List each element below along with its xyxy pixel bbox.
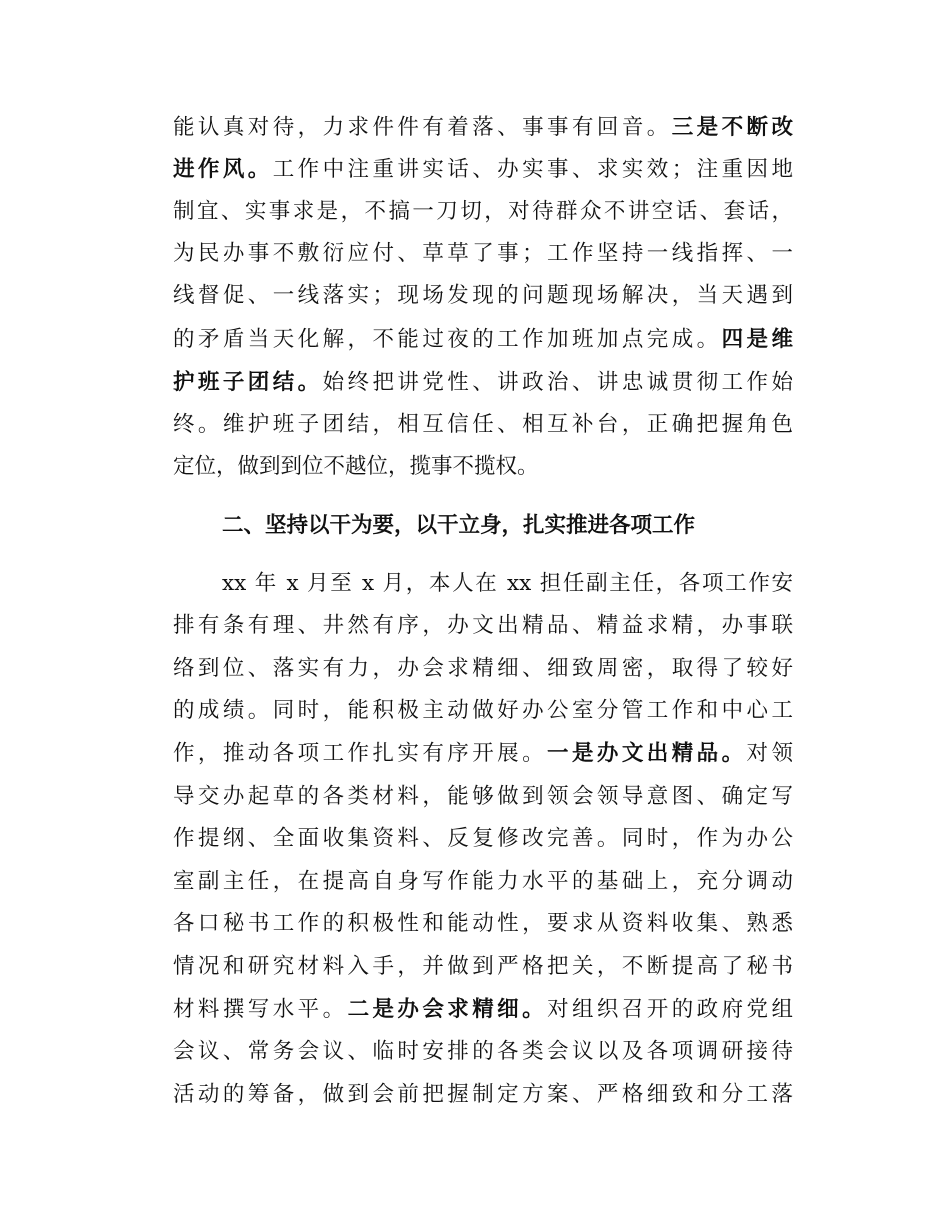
text-line: 终。维护班子团结，相互信任、相互补台，正确把握角色 (173, 412, 793, 437)
text-line: 络到位、落实有力，办会求精细、细致周密，取得了较好 (173, 656, 793, 681)
text-line: 材料撰写水平。二是办会求精细。对组织召开的政府党组 (173, 997, 793, 1022)
bold-phrase: 一是办文出精品。 (547, 741, 747, 766)
text-line: 活动的筹备，做到会前把握制定方案、严格细致和分工落 (173, 1082, 793, 1107)
text-line: 的成绩。同时，能积极主动做好办公室分管工作和中心工 (173, 698, 793, 723)
text-line: 室副主任，在提高自身写作能力水平的基础上，充分调动 (173, 869, 793, 894)
text-line: 排有条有理、井然有序，办文出精品、精益求精，办事联 (173, 613, 793, 638)
text-line: 定位，做到到位不越位，揽事不揽权。 (173, 454, 539, 479)
text-line: xx 年 x 月至 x 月，本人在 xx 担任副主任，各项工作安 (222, 571, 793, 596)
text-line: 作提纲、全面收集资料、反复修改完善。同时，作为办公 (173, 826, 793, 851)
bold-phrase: 护班子团结。 (173, 370, 323, 395)
text-line: 护班子团结。始终把讲党性、讲政治、讲忠诚贯彻工作始 (173, 370, 793, 395)
text-line: 各口秘书工作的积极性和能动性，要求从资料收集、熟悉 (173, 911, 793, 936)
text-line: 作，推动各项工作扎实有序开展。一是办文出精品。对领 (173, 741, 793, 766)
section-heading: 二、坚持以干为要，以干立身，扎实推进各项工作 (222, 513, 696, 538)
text-line: 进作风。工作中注重讲实话、办实事、求实效；注重因地 (173, 157, 793, 182)
bold-phrase: 二是办会求精细。 (347, 997, 548, 1022)
text-line: 能认真对待，力求件件有着落、事事有回音。三是不断改 (173, 115, 793, 140)
text-line: 制宜、实事求是，不搞一刀切，对待群众不讲空话、套话， (173, 199, 793, 224)
text-line: 导交办起草的各类材料，能够做到领会领导意图、确定写 (173, 784, 793, 809)
text-line: 线督促、一线落实；现场发现的问题现场解决，当天遇到 (173, 283, 793, 308)
text-line: 情况和研究材料入手，并做到严格把关，不断提高了秘书 (173, 954, 793, 979)
bold-phrase: 三是不断改 (671, 115, 793, 140)
text-line: 会议、常务会议、临时安排的各类会议以及各项调研接待 (173, 1039, 793, 1064)
text-line: 为民办事不敷衍应付、草草了事；工作坚持一线指挥、一 (173, 241, 793, 266)
bold-phrase: 进作风。 (173, 157, 273, 182)
text-line: 的矛盾当天化解，不能过夜的工作加班加点完成。四是维 (173, 327, 793, 352)
bold-phrase: 四是维 (721, 327, 793, 352)
